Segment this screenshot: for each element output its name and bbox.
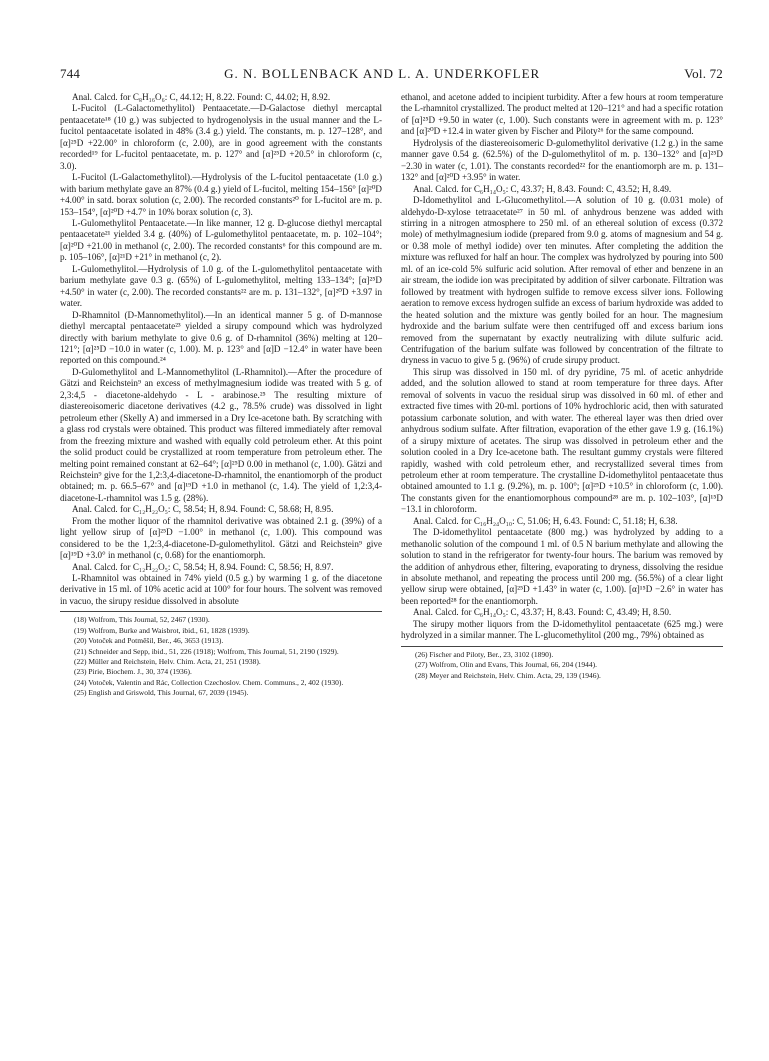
paragraph: Anal. Calcd. for C₁₂H₂₂O₅: C, 58.54; H, 8.94. Found: C, 58.56; H, 8.97. [72, 561, 334, 572]
paragraph: Anal. Calcd. for C₁₂H₂₂O₅: C, 58.54; H, 8.94. Found: C, 58.68; H, 8.95. [72, 504, 334, 515]
paragraph: D-Rhamnitol (D-Mannomethylitol).—In an identical manner 5 g. of D-mannose diethyl mercaptal pentaacetate²³ yielded a sirupy compound which was hydrolyzed directly with barium methylate to give 0.6 g. of D-rhamnitol (36%) melting at 120–121°; [α]²⁵D −10.0 in water (c, 1.00). M. p. 123° and [α]D −12.4° in water have been reported on this compound.²⁴ [60, 309, 382, 366]
paragraph: L-Gulomethylitol.—Hydrolysis of 1.0 g. of the L-gulomethylitol pentaacetate with barium methylate gave 0.3 g. (65%) of L-gulomethylitol, melting 133–134°; [α]²⁵D +4.50° in water (c, 2.00). The recorded constants²² are m. p. 131–132°, [α]²⁰D +3.97 in water. [60, 263, 382, 309]
footnotes-right [401, 646, 723, 681]
footnote: (26) Fischer and Piloty, Ber., 23, 3102 (1890). [415, 649, 554, 659]
footnote: (25) English and Griswold, This Journal, 67, 2039 (1945). [74, 688, 249, 698]
paragraph: Anal. Calcd. for C₈H₁₆O₆: C, 44.12; H, 8.22. Found: C, 44.02; H, 8.92. [72, 92, 331, 102]
paragraph: Anal. Calcd. for C₆H₁₄O₅: C, 43.37; H, 8.43. Found: C, 43.52; H, 8.49. [413, 183, 672, 194]
footnote: (27) Wolfrom, Olin and Evans, This Journal, 66, 204 (1944). [415, 660, 598, 670]
footnote: (24) Votoček, Valentin and Rác, Collection Czechoslov. Chem. Communs., 2, 402 (1930). [74, 677, 344, 687]
right-column [401, 92, 723, 699]
footnote: (22) Müller and Reichstein, Helv. Chim. Acta, 21, 251 (1938). [74, 657, 261, 667]
volume-label: Vol. 72 [684, 66, 723, 81]
footnote: (18) Wolfrom, This Journal, 52, 2467 (1930). [74, 615, 210, 625]
footnotes-left [60, 611, 382, 698]
footnote: (28) Meyer and Reichstein, Helv. Chim. Acta, 29, 139 (1946). [415, 670, 601, 680]
paragraph: L-Fucitol (L-Galactomethylitol).—Hydrolysis of the L-fucitol pentaacetate (1.0 g.) with barium methylate gave an 87% (0.4 g.) yield of L-fucitol, melting 154–156° [α]²⁰D +4.00° in satd. borax solution (c, 2.00). The recorded constants²⁰ for L-fucitol are m. p. 153–154°, [α]²⁰D +4.7° in 10% borax solution (c, 3). [60, 172, 382, 217]
paragraph: The D-idomethylitol pentaacetate (800 mg.) was hydrolyzed by adding to a methanolic solution of the compound 1 ml. of 0.5 N barium methylate and allowing the solution to stand in the refrigerator for twenty-four hours. The barium was removed by the addition of anhydrous ether, filtering, evaporating to dryness, dissolving the residue in absolute methanol, and repeating the process until 200 mg. (56.5%) of a clear light yellow sirup were obtained, [α]²⁵D +1.43° in water (c, 1.00). [α]¹⁵D −2.6° in water has been reported²⁸ for the enantiomorph. [401, 527, 723, 606]
paragraph: Anal. Calcd. for C₁₆H₂₄O₁₀: C, 51.06; H, 6.43. Found: C, 51.18; H, 6.38. [413, 515, 678, 526]
paragraph: From the mother liquor of the rhamnitol derivative was obtained 2.1 g. (39%) of a light yellow sirup of [α]²⁵D −1.00° in methanol (c, 1.00). This compound was considered to be the 1,2:3,4-diacetone-D-gulomethylitol. Gätzi and Reichstein⁹ give [α]¹⁹D +3.0° in methanol (c, 0.68) for the enantiomorph. [60, 515, 382, 561]
page-number: 744 [60, 66, 81, 81]
paragraph: L-Fucitol (L-Galactomethylitol) Pentaacetate.—D-Galactose diethyl mercaptal pentaacetate¹⁸ (10 g.) was subjected to hydrogenolysis in the usual manner and the L-fucitol pentaacetate isolated in 48% (3.4 g.) yield. The constants, m. p. 127–128°, and [α]²⁵D +22.00° in chloroform (c, 2.00), are in good agreement with the constants recorded¹⁹ for L-fucitol pentaacetate, m. p. 127° and [α]²⁵D +20.5° in chloroform (c, 3.0). [60, 103, 382, 171]
paragraph: L-Gulomethylitol Pentaacetate.—In like manner, 12 g. D-glucose diethyl mercaptal pentaacetate²¹ yielded 3.4 g. (40%) of L-gulomethylitol pentaacetate, m. p. 102–104°; [α]²⁰D +21.00 in methanol (c, 2.00). The recorded constants⁶ for this compound are m. p. 105–106°, [α]²¹D +21° in methanol (c, 2). [60, 217, 382, 263]
paragraph: D-Idomethylitol and L-Glucomethylitol.—A solution of 10 g. (0.031 mole) of aldehydo-D-xylose tetraacetate²⁷ in 50 ml. of anhydrous benzene was added with stirring in a nitrogen atmosphere to 250 ml. of an ethereal solution of excess (0.372 mole) of methylmagnesium iodide (prepared from 9.0 g. atoms of magnesium and 54 g. or 0.38 mole of methyl iodide) over ten minutes. After completing the addition the mixture was refluxed for half an hour. The complex was hydrolyzed by pouring into 500 ml. of an ice-cold 5% sulfuric acid solution. After removal of ether and benzene in an air stream, the iodide ion was precipitated by addition of silver carbonate. Filtration was followed by treatment with hydrogen sulfide to remove excess silver ions. Following aeration to remove excess hydrogen sulfide an excess of barium hydroxide was added to the heated solution and the mixture was gently boiled for an hour. The magnesium hydroxide and the barium sulfate were then centrifuged off and excess barium ions removed from the supernatant by exactly neutralizing with dilute sulfuric acid. Centrifugation of the barium sulfate was followed by concentration of the filtrate to dryness in vacuo to give 5 g. (96%) of crude sirupy product. [401, 195, 723, 366]
paragraph: L-Rhamnitol was obtained in 74% yield (0.5 g.) by warming 1 g. of the diacetone derivative in 15 ml. of 10% acetic acid at 100° for four hours. The solvent was removed in vacuo, the sirupy residue dissolved in absolute [60, 573, 382, 606]
paragraph: ethanol, and acetone added to incipient turbidity. After a few hours at room temperature the L-rhamnitol crystallized. The product melted at 120–121° and had a specific rotation of [α]²⁵D +9.50 in water (c, 1.00). Such constants were in agreement with m. p. 123° and [α]²⁰D +12.4 in water given by Fischer and Piloty²⁶ for the same compound. [401, 92, 723, 137]
left-column [60, 92, 382, 699]
footnote: (21) Schneider and Sepp, ibid., 51, 226 (1918); Wolfrom, This Journal, 51, 2190 (1929). [74, 646, 339, 656]
footnote: (23) Pirie, Biochem. J., 30, 374 (1936). [74, 667, 192, 677]
two-column-body [60, 92, 723, 699]
footnote: (19) Wolfrom, Burke and Waisbrot, ibid., 61, 1828 (1939). [74, 625, 250, 635]
paragraph: Anal. Calcd. for C₆H₁₄O₅: C, 43.37; H, 8.43. Found: C, 43.49; H, 8.50. [413, 607, 672, 618]
paragraph: This sirup was dissolved in 150 ml. of dry pyridine, 75 ml. of acetic anhydride added, and the solution allowed to stand at room temperature for three days. After removal of solvents in vacuo the residual sirup was dissolved in 60 ml. of ether and extracted five times with 20-ml. portions of 10% hydrochloric acid, then with saturated potassium carbonate solution, and with water. The ethereal layer was then dried over anhydrous sodium sulfate. After filtration, evaporation of the ether gave 1.9 g. (16.1%) of a sirupy mixture of acetates. The sirup was dissolved in petroleum ether and the solution cooled in a Dry Ice-acetone bath. The resultant gummy crystals were filtered rapidly, washed with cold petroleum ether, and recrystallized several times from petroleum ether at room temperature. The crystalline D-idomethylitol pentaacetate thus obtained amounted to 1.1 g. (9.2%), m. p. 100°; [α]²⁵D +10.5° in chloroform (c, 1.00). The constants given for the enantiomorphous compound²⁸ are m. p. 102–103°, [α]¹⁵D −13.1 in chloroform. [401, 366, 723, 515]
paragraph: Hydrolysis of the diastereoisomeric D-gulomethylitol derivative (1.2 g.) in the same manner gave 0.54 g. (62.5%) of the D-gulomethylitol of m. p. 130–132° and [α]²⁵D −2.30 in water (c, 1.01). The constants recorded²² for the enantiomorph are m. p. 131–132° and [α]²⁰D +3.95° in water. [401, 137, 723, 183]
running-head-authors: G. N. BOLLENBACK AND L. A. UNDERKOFLER [224, 66, 541, 81]
page-header [60, 66, 723, 82]
paragraph: The sirupy mother liquors from the D-idomethylitol pentaacetate (625 mg.) were hydrolyzed in a similar manner. The L-glucomethylitol (200 mg., 79%) obtained as [401, 618, 723, 641]
footnote: (20) Votoček and Potměšil, Ber., 46, 3653 (1913). [74, 636, 224, 646]
paragraph: D-Gulomethylitol and L-Mannomethylitol (L-Rhamnitol).—After the procedure of Gätzi and Reichstein⁹ an excess of methylmagnesium iodide was treated with 5 g. of 2,3:4,5 - diacetone-aldehydo - L - arabinose.²⁵ The resulting mixture of diastereoisomeric diacetone derivatives (4.2 g., 78.5% crude) was dissolved in light petroleum ether (Skelly A) and immersed in a Dry Ice-acetone bath. By scratching with a glass rod crystals were obtained. This product was filtered immediately after removal from the freezing mixture and washed with equally cold petroleum ether. At this point the solid product could be crystallized at room temperature from petroleum ether. The melting point remained constant at 62–64°; [α]²⁵D 0.00 in methanol (c, 1.00). Gätzi and Reichstein⁹ give for the 1,2:3,4-diacetone-D-rhamnitol, the enantiomorph of the product obtained; m. p. 66.5–67° and [α]¹⁹D +1.0 in methanol (c, 1.4). The yield of 1,2:3,4-diacetone-L-rhamnitol was 1.5 g. (28%). [60, 366, 382, 503]
